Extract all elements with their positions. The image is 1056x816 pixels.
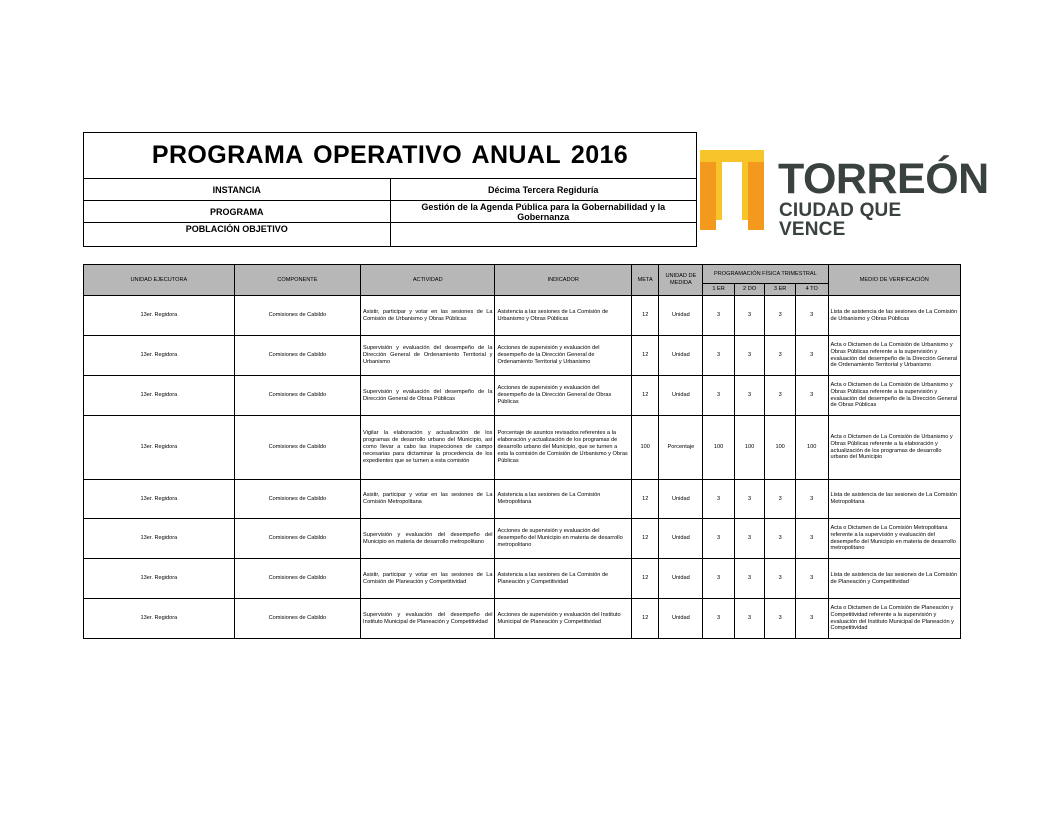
- cell-indicador: Asistencia a las sesiones de La Comisión Metropolitana: [495, 480, 631, 519]
- cell-q4: 100: [795, 416, 828, 480]
- cell-unidad-medida: Unidad: [659, 376, 703, 416]
- col-medio-verificacion: MEDIO DE VERIFICACIÓN: [828, 265, 960, 296]
- header-table: [83, 132, 697, 247]
- cell-q4: 3: [795, 480, 828, 519]
- instancia-value: Décima Tercera Regiduría: [390, 179, 697, 201]
- cell-componente: Comisiones de Cabildo: [234, 559, 360, 599]
- cell-actividad: Vigilar la elaboración y actualización de los programas de desarrollo urbano del Municipio, así como llevar a cabo las inspecciones de campo necesarias para dictaminar la procedencia de los expedientes que se turnen a esta comisión: [361, 416, 495, 480]
- cell-meta: 12: [631, 376, 659, 416]
- cell-medio-verificacion: Acta o Dictamen de La Comisión de Urbanismo y Obras Públicas referente a la elaboración y actualización de los programas de desarrollo urbano del Municipio: [828, 416, 960, 480]
- cell-q2: 3: [734, 296, 765, 336]
- cell-q3: 100: [765, 416, 796, 480]
- cell-medio-verificacion: Lista de asistencia de las sesiones de La Comisión Metropolitana: [828, 480, 960, 519]
- cell-actividad: Asistir, participar y votar en las sesiones de La Comisión Metropolitana: [361, 480, 495, 519]
- cell-indicador: Asistencia a las sesiones de La Comisión de Urbanismo y Obras Públicas: [495, 296, 631, 336]
- cell-q1: 3: [703, 480, 735, 519]
- cell-meta: 12: [631, 599, 659, 639]
- table-row: [84, 376, 961, 416]
- col-indicador: INDICADOR: [495, 265, 631, 296]
- page-title: PROGRAMA OPERATIVO ANUAL 2016: [84, 133, 697, 179]
- cell-medio-verificacion: Acta o Dictamen de La Comisión de Urbanismo y Obras Públicas referente a la supervisión y evaluación del desempeño de la Dirección General de Obras Públicas: [828, 376, 960, 416]
- cell-indicador: Acciones de supervisión y evaluación del Instituto Municipal de Planeación y Competitividad: [495, 599, 631, 639]
- cell-unidad-ejecutora: 13er. Regidora: [84, 376, 235, 416]
- table-body: [84, 296, 961, 639]
- cell-q2: 3: [734, 336, 765, 376]
- torreon-logo: [700, 150, 989, 240]
- col-programacion: PROGRAMACIÓN FÍSICA TRIMESTRAL: [703, 265, 828, 284]
- cell-q3: 3: [765, 296, 796, 336]
- cell-q4: 3: [795, 519, 828, 559]
- cell-q4: 3: [795, 559, 828, 599]
- cell-componente: Comisiones de Cabildo: [234, 480, 360, 519]
- cell-actividad: Supervisión y evaluación del desempeño del Instituto Municipal de Planeación y Competitividad: [361, 599, 495, 639]
- cell-unidad-ejecutora: 13er. Regidora: [84, 336, 235, 376]
- col-meta: META: [631, 265, 659, 296]
- cell-componente: Comisiones de Cabildo: [234, 599, 360, 639]
- table-row: [84, 296, 961, 336]
- cell-actividad: Supervisión y evaluación del desempeño de la Dirección General de Ordenamiento Territorial y Urbanismo: [361, 336, 495, 376]
- cell-q4: 3: [795, 599, 828, 639]
- cell-actividad: Supervisión y evaluación del desempeño de la Dirección General de Obras Públicas: [361, 376, 495, 416]
- col-actividad: ACTIVIDAD: [361, 265, 495, 296]
- cell-meta: 12: [631, 559, 659, 599]
- instancia-label: INSTANCIA: [84, 179, 391, 201]
- cell-q3: 3: [765, 480, 796, 519]
- col-componente: COMPONENTE: [234, 265, 360, 296]
- cell-q1: 100: [703, 416, 735, 480]
- cell-unidad-medida: Unidad: [659, 519, 703, 559]
- cell-unidad-medida: Unidad: [659, 559, 703, 599]
- cell-q3: 3: [765, 336, 796, 376]
- cell-meta: 12: [631, 480, 659, 519]
- table-row: [84, 599, 961, 639]
- cell-q2: 100: [734, 416, 765, 480]
- cell-q1: 3: [703, 296, 735, 336]
- cell-componente: Comisiones de Cabildo: [234, 519, 360, 559]
- torreon-tower-icon: [700, 150, 764, 230]
- cell-unidad-ejecutora: 13er. Regidora: [84, 416, 235, 480]
- cell-unidad-ejecutora: 13er. Regidora: [84, 296, 235, 336]
- cell-medio-verificacion: Acta o Dictamen de La Comisión de Urbanismo y Obras Públicas referente a la supervisión y evaluación del desempeño de la Dirección General de Ordenamiento Territorial y Urbanismo: [828, 336, 960, 376]
- cell-medio-verificacion: Acta o Dictamen de La Comisión de Planeación y Competitividad referente a la supervisión y evaluación del Instituto Municipal de Planeación y Competitividad: [828, 599, 960, 639]
- cell-q2: 3: [734, 559, 765, 599]
- table-row: [84, 416, 961, 480]
- cell-unidad-ejecutora: 13er. Regidora: [84, 559, 235, 599]
- cell-unidad-medida: Unidad: [659, 480, 703, 519]
- col-unidad-ejecutora: UNIDAD EJECUTORA: [84, 265, 235, 296]
- cell-q3: 3: [765, 519, 796, 559]
- cell-q1: 3: [703, 336, 735, 376]
- cell-meta: 12: [631, 336, 659, 376]
- cell-q2: 3: [734, 376, 765, 416]
- table-row: [84, 336, 961, 376]
- poblacion-label: POBLACIÓN OBJETIVO: [84, 223, 391, 247]
- cell-unidad-ejecutora: 13er. Regidora: [84, 599, 235, 639]
- col-unidad-medida: UNIDAD DE MEDIDA: [659, 265, 703, 296]
- activities-table: [83, 264, 961, 639]
- cell-q2: 3: [734, 519, 765, 559]
- cell-unidad-medida: Unidad: [659, 336, 703, 376]
- cell-indicador: Acciones de supervisión y evaluación del desempeño del Municipio en materia de desarrollo metropolitano: [495, 519, 631, 559]
- programa-value: Gestión de la Agenda Pública para la Gobernabilidad y la Gobernanza: [390, 201, 697, 223]
- cell-q1: 3: [703, 519, 735, 559]
- cell-indicador: Acciones de supervisión y evaluación del desempeño de la Dirección General de Ordenamiento Territorial y Urbanismo: [495, 336, 631, 376]
- cell-q4: 3: [795, 296, 828, 336]
- cell-q4: 3: [795, 376, 828, 416]
- table-row: [84, 519, 961, 559]
- cell-q3: 3: [765, 559, 796, 599]
- cell-componente: Comisiones de Cabildo: [234, 376, 360, 416]
- col-q2: 2 DO: [734, 284, 765, 296]
- table-row: [84, 480, 961, 519]
- cell-actividad: Supervisión y evaluación del desempeño del Municipio en materia de desarrollo metropolitano: [361, 519, 495, 559]
- cell-medio-verificacion: Acta o Dictamen de La Comisión Metropolitana referente a la supervisión y evaluación del desempeño del Municipio en materia de desarrollo metropolitano: [828, 519, 960, 559]
- logo-main-text: TORREÓN: [778, 155, 989, 203]
- cell-componente: Comisiones de Cabildo: [234, 416, 360, 480]
- cell-meta: 100: [631, 416, 659, 480]
- cell-meta: 12: [631, 519, 659, 559]
- cell-unidad-medida: Porcentaje: [659, 416, 703, 480]
- cell-unidad-ejecutora: 13er. Regidora: [84, 480, 235, 519]
- cell-indicador: Porcentaje de asuntos revisados referentes a la elaboración y actualización de los programas de desarrollo urbano del Municipio, que se turnen a esta la comisión de Comisión de Urbanismo y Obras Públicas: [495, 416, 631, 480]
- programa-label: PROGRAMA: [84, 201, 391, 223]
- cell-q2: 3: [734, 599, 765, 639]
- cell-medio-verificacion: Lista de asistencia de las sesiones de La Comisión de Planeación y Competitividad: [828, 559, 960, 599]
- cell-unidad-medida: Unidad: [659, 599, 703, 639]
- table-row: [84, 559, 961, 599]
- cell-q3: 3: [765, 376, 796, 416]
- cell-q4: 3: [795, 336, 828, 376]
- poblacion-value: [390, 223, 697, 247]
- col-q4: 4 TO: [795, 284, 828, 296]
- cell-actividad: Asistir, participar y votar en las sesiones de La Comisión de Urbanismo y Obras Públicas: [361, 296, 495, 336]
- cell-indicador: Acciones de supervisión y evaluación del desempeño de la Dirección General de Obras Públicas: [495, 376, 631, 416]
- cell-indicador: Asistencia a las sesiones de La Comisión de Planeación y Competitividad: [495, 559, 631, 599]
- cell-q1: 3: [703, 376, 735, 416]
- logo-sub-text: CIUDAD QUE VENCE: [779, 200, 902, 240]
- cell-q2: 3: [734, 480, 765, 519]
- cell-q1: 3: [703, 559, 735, 599]
- cell-q3: 3: [765, 599, 796, 639]
- col-q3: 3 ER: [765, 284, 796, 296]
- cell-medio-verificacion: Lista de asistencia de las sesiones de La Comisión de Urbanismo y Obras Públicas: [828, 296, 960, 336]
- cell-componente: Comisiones de Cabildo: [234, 336, 360, 376]
- cell-q1: 3: [703, 599, 735, 639]
- cell-actividad: Asistir, participar y votar en las sesiones de La Comisión de Planeación y Competitividad: [361, 559, 495, 599]
- cell-unidad-ejecutora: 13er. Regidora: [84, 519, 235, 559]
- col-q1: 1 ER: [703, 284, 735, 296]
- cell-meta: 12: [631, 296, 659, 336]
- cell-unidad-medida: Unidad: [659, 296, 703, 336]
- cell-componente: Comisiones de Cabildo: [234, 296, 360, 336]
